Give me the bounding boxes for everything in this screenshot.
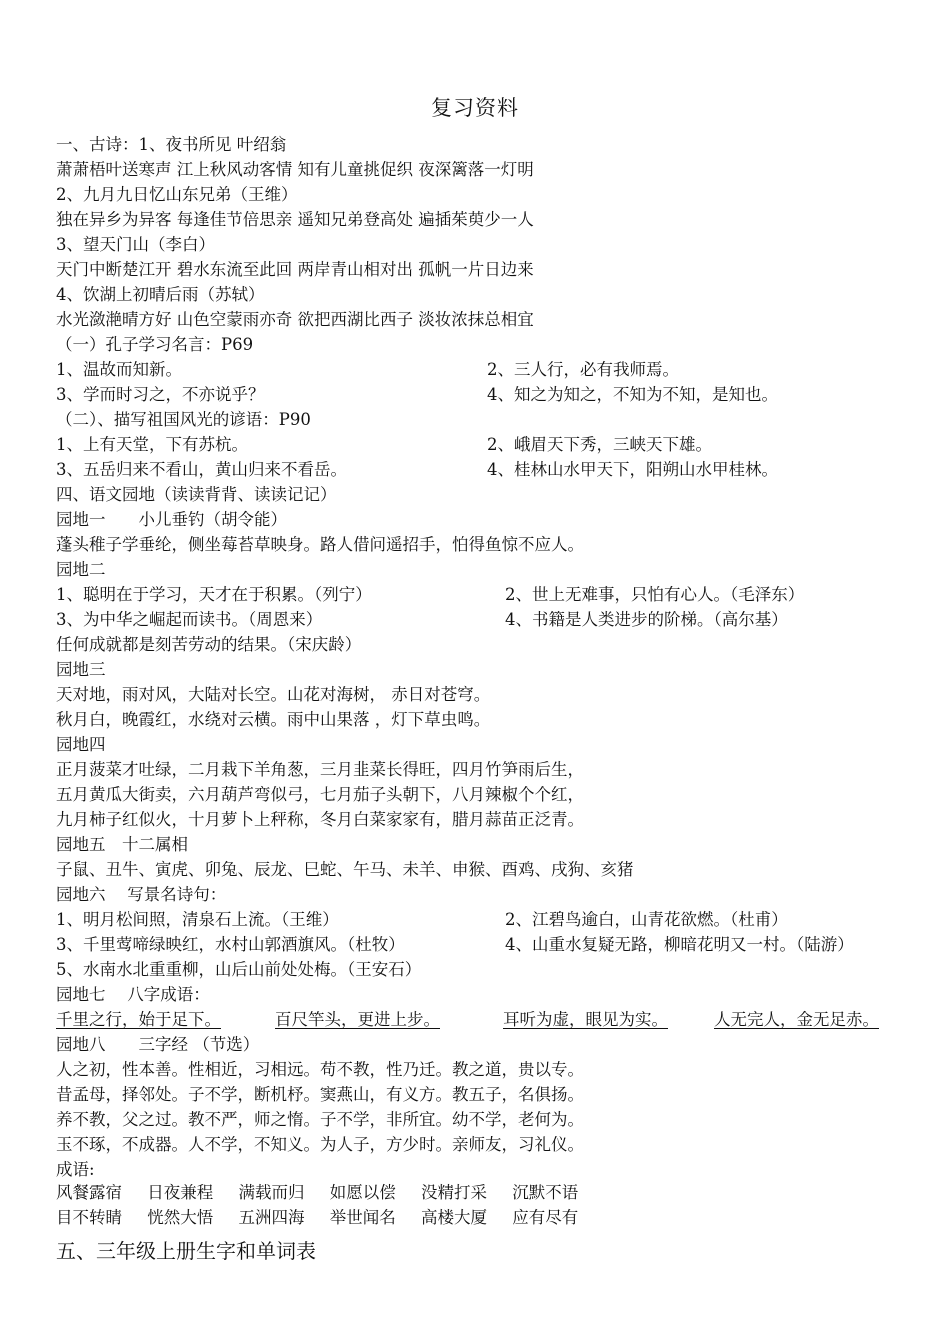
idiom: 举世闻名 bbox=[329, 1208, 396, 1227]
confucius-item: 2、三人行，必有我师焉。 bbox=[487, 360, 679, 379]
garden-2-title: 园地二 bbox=[56, 560, 106, 579]
garden-4-title: 园地四 bbox=[56, 735, 106, 754]
idiom: 日夜兼程 bbox=[147, 1183, 214, 1202]
garden-7-title: 园地七 八字成语： bbox=[56, 985, 210, 1004]
garden-3-line: 秋月白，晚霞红，水绕对云横。雨中山果落 ，灯下草虫鸣。 bbox=[56, 710, 491, 729]
page-title: 复习资料 bbox=[431, 96, 519, 120]
garden-1-text: 蓬头稚子学垂纶，侧坐莓苔草映身。路人借问遥招手，怕得鱼惊不应人。 bbox=[56, 535, 584, 554]
quote-item: 4、书籍是人类进步的阶梯。（高尔基） bbox=[505, 610, 788, 629]
poem-line-item: 4、山重水复疑无路，柳暗花明又一村。（陆游） bbox=[505, 935, 854, 954]
idioms-header: 成语: bbox=[56, 1160, 95, 1179]
garden-1-title: 园地一 小儿垂钓（胡令能） bbox=[56, 510, 287, 529]
garden-5-title: 园地五 十二属相 bbox=[56, 835, 188, 854]
garden-3-line: 天对地，雨对风，大陆对长空。山花对海树， 赤日对苍穹。 bbox=[56, 685, 491, 704]
poems-header: 一、古诗：1、夜书所见 叶绍翁 bbox=[56, 135, 287, 154]
poem-line-item: 5、水南水北重重柳，山后山前处处梅。（王安石） bbox=[56, 960, 422, 979]
idiom: 目不转睛 bbox=[56, 1208, 122, 1227]
idiom: 沉默不语 bbox=[512, 1183, 579, 1202]
scenery-item: 2、峨眉天下秀，三峡天下雄。 bbox=[487, 435, 712, 454]
sanzijing-line: 玉不琢，不成器。人不学，不知义。为人子，方少时。亲师友，习礼仪。 bbox=[56, 1135, 584, 1154]
garden-4-line: 九月柿子红似火，十月萝卜上秤称，冬月白菜家家有，腊月蒜苗正泛青。 bbox=[56, 810, 584, 829]
confucius-item: 1、温故而知新。 bbox=[56, 360, 182, 379]
scenery-item: 1、上有天堂，下有苏杭。 bbox=[56, 435, 248, 454]
confucius-item: 4、知之为知之，不知为不知，是知也。 bbox=[487, 385, 778, 404]
poem-text: 独在异乡为异客 每逢佳节倍思亲 遥知兄弟登高处 遍插茱萸少一人 bbox=[56, 210, 534, 229]
idioms-row bbox=[56, 1181, 598, 1205]
garden-6-title: 园地六 写景名诗句： bbox=[56, 885, 227, 904]
poem-title: 2、九月九日忆山东兄弟（王维） bbox=[56, 185, 298, 204]
idiom: 风餐露宿 bbox=[56, 1183, 122, 1202]
idiom-eight-char: 人无完人，金无足赤。 bbox=[714, 1010, 879, 1029]
poem-line-item: 1、明月松间照，清泉石上流。（王维） bbox=[56, 910, 339, 929]
poem-text: 水光潋滟晴方好 山色空蒙雨亦奇 欲把西湖比西子 淡妆浓抹总相宜 bbox=[56, 310, 534, 329]
idioms-row bbox=[56, 1206, 598, 1230]
scenery-item: 4、桂林山水甲天下，阳朔山水甲桂林。 bbox=[487, 460, 778, 479]
scenery-item: 3、五岳归来不看山，黄山归来不看岳。 bbox=[56, 460, 347, 479]
quote-item: 3、为中华之崛起而读书。（周恩来） bbox=[56, 610, 323, 629]
garden-8-title: 园地八 三字经 （节选） bbox=[56, 1035, 260, 1054]
garden-3-title: 园地三 bbox=[56, 660, 106, 679]
idiom-eight-char: 千里之行，始于足下。 bbox=[56, 1010, 221, 1029]
idiom-eight-char: 百尺竿头，更进上步。 bbox=[275, 1010, 440, 1029]
poem-line-item: 3、千里莺啼绿映红，水村山郭酒旗风。（杜牧） bbox=[56, 935, 405, 954]
poem-title: 4、饮湖上初晴后雨（苏轼） bbox=[56, 285, 265, 304]
idiom: 高楼大厦 bbox=[421, 1208, 487, 1227]
sanzijing-line: 昔孟母，择邻处。子不学，断机杼。窦燕山，有义方。教五子，名俱扬。 bbox=[56, 1085, 584, 1104]
quote-item: 1、聪明在于学习，天才在于积累。（列宁） bbox=[56, 585, 372, 604]
poem-line-item: 2、江碧鸟逾白，山青花欲燃。（杜甫） bbox=[505, 910, 788, 929]
garden-header: 四、语文园地（读读背背、读读记记） bbox=[56, 485, 337, 504]
poem-title: 3、望天门山（李白） bbox=[56, 235, 215, 254]
confucius-item: 3、学而时习之，不亦说乎？ bbox=[56, 385, 265, 404]
quote-item: 任何成就都是刻苦劳动的结果。（宋庆龄） bbox=[56, 635, 362, 654]
garden-4-line: 正月菠菜才吐绿，二月栽下羊角葱，三月韭菜长得旺，四月竹笋雨后生， bbox=[56, 760, 584, 779]
idiom: 恍然大悟 bbox=[147, 1208, 214, 1227]
scenery-header: （二）、描写祖国风光的谚语：P90 bbox=[56, 410, 311, 429]
idiom: 五洲四海 bbox=[238, 1208, 305, 1227]
sanzijing-line: 养不教，父之过。教不严，师之惰。子不学，非所宜。幼不学，老何为。 bbox=[56, 1110, 584, 1129]
poem-text: 天门中断楚江开 碧水东流至此回 两岸青山相对出 孤帆一片日边来 bbox=[56, 260, 534, 279]
section-5-heading: 五、三年级上册生字和单词表 bbox=[56, 1239, 316, 1263]
quote-item: 2、世上无难事，只怕有心人。（毛泽东） bbox=[505, 585, 805, 604]
poem-text: 萧萧梧叶送寒声 江上秋风动客情 知有儿童挑促织 夜深篱落一灯明 bbox=[56, 160, 534, 179]
idiom: 应有尽有 bbox=[512, 1208, 579, 1227]
confucius-header: （一）孔子学习名言：P69 bbox=[56, 335, 254, 354]
sanzijing-line: 人之初，性本善。性相近，习相远。苟不教，性乃迁。教之道，贵以专。 bbox=[56, 1060, 584, 1079]
idiom: 没精打采 bbox=[421, 1183, 487, 1202]
garden-4-line: 五月黄瓜大街卖，六月葫芦弯似弓，七月茄子头朝下，八月辣椒个个红， bbox=[56, 785, 584, 804]
garden-5-text: 子鼠、丑牛、寅虎、卯兔、辰龙、巳蛇、午马、未羊、申猴、酉鸡、戌狗、亥猪 bbox=[56, 860, 634, 879]
idiom-eight-char: 耳听为虚，眼见为实。 bbox=[503, 1010, 668, 1029]
idiom: 如愿以偿 bbox=[329, 1183, 396, 1202]
idiom: 满载而归 bbox=[238, 1183, 305, 1202]
